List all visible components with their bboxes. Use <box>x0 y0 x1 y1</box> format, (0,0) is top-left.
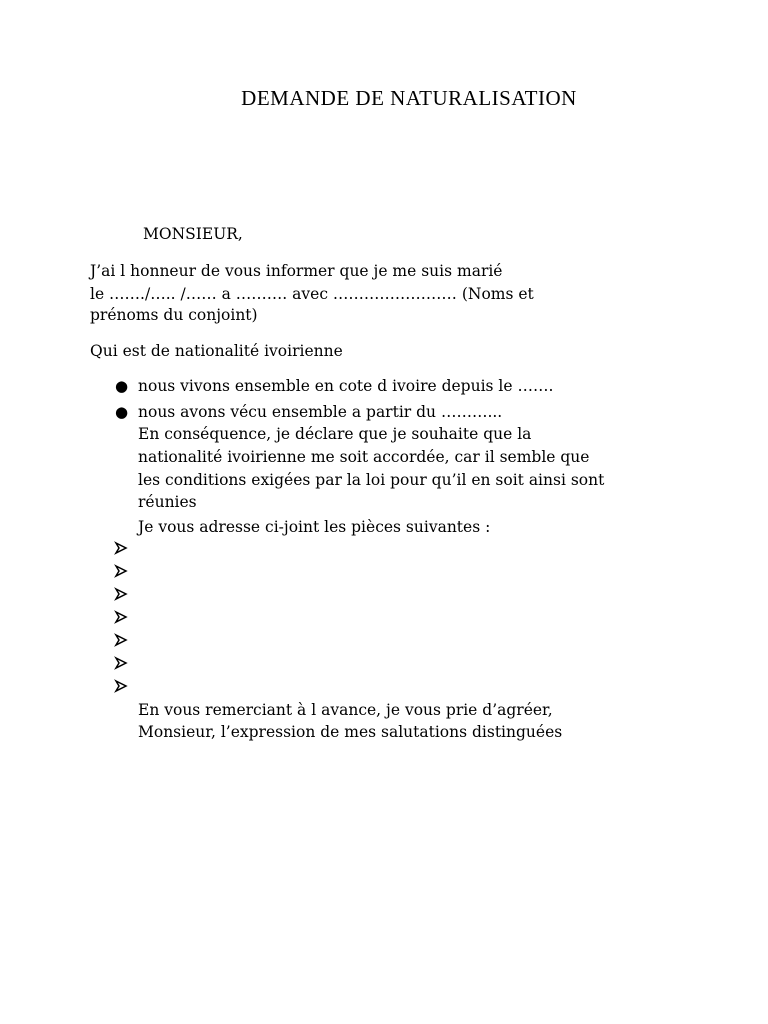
paragraph-line: le ……./….. /…… a ………. avec …………………… (Noms et <box>90 285 534 303</box>
nationality-line: Qui est de nationalité ivoirienne <box>90 342 343 360</box>
consequence-line: les conditions exigées par la loi pour qu’il en soit ainsi sont <box>138 471 605 489</box>
arrow-bullet-icon <box>114 564 128 578</box>
bullet-item: nous vivons ensemble en cote d ivoire depuis le ……. <box>138 377 554 395</box>
paragraph-line: J’ai l honneur de vous informer que je me suis marié <box>90 262 503 280</box>
arrow-bullet-icon <box>114 610 128 624</box>
bullet-item: nous avons vécu ensemble a partir du ………... <box>138 403 503 421</box>
closing-line: En vous remerciant à l avance, je vous prie d’agréer, <box>138 701 553 719</box>
consequence-line: réunies <box>138 493 197 511</box>
closing-line: Monsieur, l’expression de mes salutations distinguées <box>138 723 563 741</box>
arrow-bullet-icon <box>114 656 128 670</box>
paragraph-line: prénoms du conjoint) <box>90 306 258 324</box>
document-title: DEMANDE DE NATURALISATION <box>241 86 577 110</box>
consequence-line: En conséquence, je déclare que je souhaite que la <box>138 425 532 443</box>
bullet-dot-icon: ● <box>115 403 129 421</box>
consequence-line: Je vous adresse ci-joint les pièces suivantes : <box>138 518 491 536</box>
consequence-line: nationalité ivoirienne me soit accordée, car il semble que <box>138 448 590 466</box>
bullet-dot-icon: ● <box>115 377 129 395</box>
arrow-bullet-icon <box>114 679 128 693</box>
arrow-bullet-icon <box>114 587 128 601</box>
salutation: MONSIEUR, <box>143 225 243 243</box>
arrow-bullet-icon <box>114 541 128 555</box>
arrow-bullet-icon <box>114 633 128 647</box>
